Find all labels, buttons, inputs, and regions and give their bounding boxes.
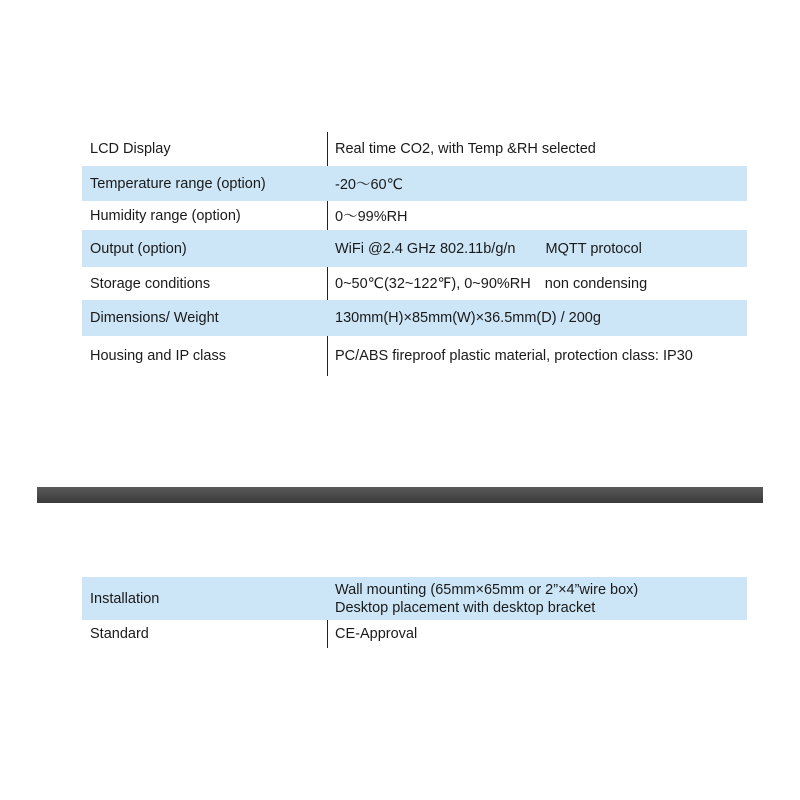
output-wifi: WiFi @2.4 GHz 802.11b/g/n bbox=[335, 240, 516, 257]
row-label: Humidity range (option) bbox=[90, 207, 241, 224]
row-value: -20～60℃ bbox=[335, 177, 403, 193]
table-row bbox=[82, 577, 747, 620]
table-row bbox=[82, 166, 747, 201]
table-row bbox=[82, 267, 747, 300]
installation-line-1: Wall mounting (65mm×65mm or 2”×4”wire box) bbox=[335, 581, 639, 598]
spec-table-bottom bbox=[82, 577, 747, 648]
row-value bbox=[327, 241, 747, 257]
row-value: PC/ABS fireproof plastic material, protection class: IP30 bbox=[335, 348, 693, 364]
spec-table-top bbox=[82, 132, 747, 376]
output-mqtt: MQTT protocol bbox=[545, 240, 642, 257]
row-label: Storage conditions bbox=[90, 275, 211, 292]
table-row bbox=[82, 201, 747, 230]
table-row bbox=[82, 230, 747, 267]
row-label: Housing and IP class bbox=[90, 348, 226, 364]
row-label: Output (option) bbox=[90, 240, 187, 257]
installation-line-2: Desktop placement with desktop bracket bbox=[335, 599, 596, 616]
row-label: Standard bbox=[90, 626, 149, 642]
row-value bbox=[327, 276, 747, 292]
row-value: Real time CO2, with Temp &RH selected bbox=[335, 141, 596, 157]
row-label: Dimensions/ Weight bbox=[90, 310, 219, 326]
row-value bbox=[327, 581, 747, 617]
row-value: CE-Approval bbox=[335, 626, 418, 642]
row-label: Installation bbox=[90, 590, 160, 607]
section-divider-band bbox=[37, 487, 763, 503]
storage-note: non condensing bbox=[544, 275, 648, 292]
storage-range: 0~50℃(32~122℉), 0~90%RH bbox=[335, 275, 531, 292]
table-row bbox=[82, 132, 747, 166]
row-label: LCD Display bbox=[90, 141, 171, 157]
row-label: Temperature range (option) bbox=[90, 175, 266, 192]
table-row bbox=[82, 620, 747, 648]
row-value: 0～99%RH bbox=[335, 209, 408, 225]
table-row bbox=[82, 300, 747, 336]
table-row bbox=[82, 336, 747, 376]
row-value: 130mm(H)×85mm(W)×36.5mm(D) / 200g bbox=[335, 310, 601, 326]
